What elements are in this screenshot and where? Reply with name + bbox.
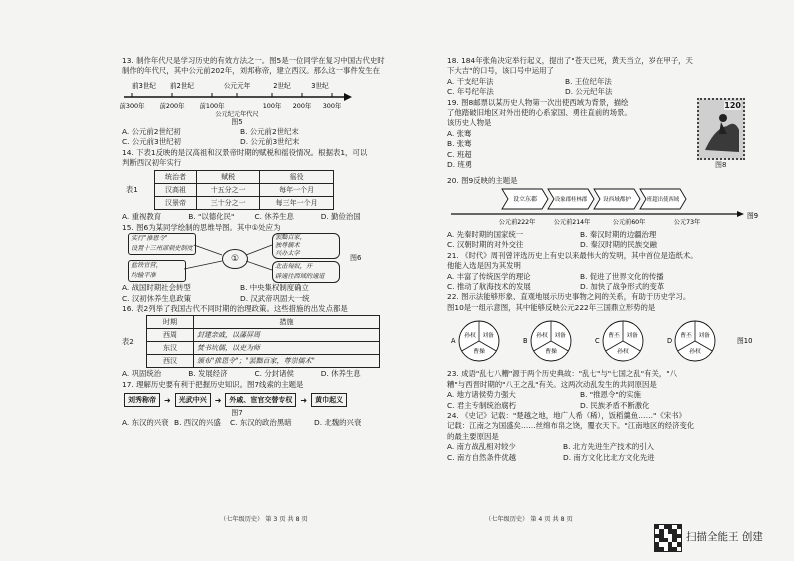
q23-option-d[interactable]: D. 民族矛盾不断激化	[580, 400, 650, 410]
table-2	[146, 315, 380, 368]
q20-option-b[interactable]: B. 秦汉时期的边疆治理	[580, 230, 657, 240]
q18-option-b[interactable]: B. 王位纪年法	[565, 76, 612, 86]
pie-slice-label: 孙权	[689, 349, 701, 356]
pie-slice-label: 刘备	[482, 333, 494, 340]
t1-header-tax: 赋税	[197, 171, 260, 184]
pie-option-letter: C	[595, 337, 600, 346]
table-1-wrap	[122, 170, 387, 210]
q17-option-c[interactable]: C. 东汉的政治黑暗	[230, 418, 292, 428]
question-14	[122, 148, 387, 169]
arrow-right-icon: ➜	[214, 395, 222, 405]
q14-options	[122, 212, 387, 222]
q13-option-d[interactable]: D. 公元前3世纪末	[240, 137, 300, 147]
question-18	[447, 56, 760, 77]
q24-stem-line3: 的最主要原因是	[447, 431, 499, 441]
q21-option-d[interactable]: D. 加快了战争形式的变革	[580, 282, 665, 292]
table-2-wrap	[122, 315, 387, 368]
question-19	[447, 98, 760, 176]
q21-options	[447, 272, 707, 293]
figure-6-label: 图6	[350, 254, 362, 263]
timeline-label-b3c: 前3世纪	[132, 81, 156, 90]
pie-option-letter: B	[523, 337, 528, 346]
table-1-label: 表1	[126, 185, 138, 195]
pie-slice-label: 孙权	[617, 349, 629, 356]
t2-header-measures: 措施	[194, 316, 380, 329]
date-2: 公元前214年	[553, 219, 591, 227]
t1-cell: 每三年一个月	[260, 197, 334, 210]
pie-slice-label: 曹操	[473, 349, 485, 356]
pie-slice-label: 曹操	[545, 349, 557, 356]
question-21	[447, 251, 760, 272]
timeline-label-3c: 3世纪	[311, 81, 329, 90]
q22-stem-line1: 22. 图示法能够形象、直观地展示历史事物之间的关系，有助于历史学习。	[447, 292, 691, 302]
q20-option-d[interactable]: D. 秦汉时期的民族交融	[580, 240, 657, 250]
q17-stem: 17. 理解历史要有利于把握历史知识。图7线索的主题是	[122, 379, 304, 389]
mindmap-connectors	[122, 233, 372, 283]
q19-option-b[interactable]: B. 张骞	[447, 139, 472, 149]
q24-stem-line2: 记载：江南之为国盛矣……丝绵布帛之饶，覆衣天下。"江南地区的经济变化	[447, 421, 695, 431]
question-20	[447, 176, 760, 186]
t1-cell: 十五分之一	[197, 184, 260, 197]
q23-option-b[interactable]: B. "推恩令"的实施	[580, 390, 641, 400]
q16-option-d[interactable]: D. 休养生息	[320, 369, 361, 379]
table-1	[154, 170, 334, 210]
figure-10-label: 图10	[737, 337, 753, 346]
date-1: 公元前222年	[498, 219, 536, 227]
pie-figure-10	[447, 313, 757, 369]
q13-option-a[interactable]: A. 公元前2世纪初	[122, 126, 181, 136]
q24-option-d[interactable]: D. 南方文化比北方文化先进	[563, 452, 655, 462]
q24-option-c[interactable]: C. 南方自然条件优越	[447, 452, 516, 462]
qr-module	[677, 547, 681, 551]
stamp-value: 120	[724, 100, 741, 110]
mindmap-node-4: 北击匈奴，开 辟通往西域的通道	[272, 261, 340, 283]
q16-stem: 16. 表2列举了我国古代不同时期的治理政策。这些措施的出发点都是	[122, 304, 348, 314]
timeline-year-300ad: 300年	[322, 101, 342, 110]
event-3: 设西域都护	[603, 197, 631, 204]
q20-stem: 20. 图9反映的主题是	[447, 175, 518, 185]
q18-option-a[interactable]: A. 干支纪年法	[447, 76, 494, 86]
q13-option-b[interactable]: B. 公元前2世纪末	[240, 126, 299, 136]
q21-option-a[interactable]: A. 丰富了传统医学的理论	[447, 271, 531, 281]
t2-cell: 封建亲戚，以藩屏周	[194, 329, 380, 342]
timeline-year-300bc: 前300年	[119, 101, 145, 110]
timeline-year-200ad: 200年	[292, 101, 312, 110]
mindmap-node-2: 罢黜百家， 独尊儒术 兴办太学	[272, 233, 340, 259]
timeline-label-ad1: 公元元年	[223, 81, 251, 90]
stamp-figure-8	[697, 98, 745, 160]
q21-option-b[interactable]: B. 促进了世界文化的传播	[580, 271, 664, 281]
pie-slice-label: 孙权	[464, 333, 476, 340]
t2-cell: 颁布"推恩令"；"罢黜百家，尊崇儒术"	[194, 355, 380, 368]
page-4-footer: （七年级历史） 第 4 页 共 8 页	[485, 516, 573, 523]
q17-option-d[interactable]: D. 北魏的兴衰	[314, 418, 362, 428]
date-3: 公元前60年	[612, 219, 646, 227]
q17-option-b[interactable]: B. 西汉的兴盛	[174, 418, 221, 428]
q13-option-c[interactable]: C. 公元前3世纪初	[122, 137, 181, 147]
question-23	[447, 369, 760, 390]
q18-stem-line2: 下大吉"的口号，该口号中运用了	[447, 66, 554, 76]
timeline-year-100bc: 前100年	[199, 101, 225, 110]
t1-cell: 每年一个月	[260, 184, 334, 197]
event-4: 班超出使西域	[646, 197, 680, 204]
q22-stem-line2: 图10是一组示意图，其中能够反映公元222年三国鼎立形势的是	[447, 302, 656, 312]
qr-code-icon	[654, 524, 682, 552]
timeline-caption: 公元纪元年代尺	[215, 110, 259, 118]
q14-option-d[interactable]: D. 勤俭治国	[320, 212, 361, 222]
timeline-label-2c: 2世纪	[273, 81, 291, 90]
q20-options	[447, 230, 707, 251]
flow-box-2: 光武中兴	[175, 393, 211, 407]
question-15	[122, 223, 387, 233]
event-2: 设象郡桂林郡	[554, 197, 588, 204]
t2-cell: 西周	[147, 329, 194, 342]
q23-options	[447, 390, 707, 411]
q13-stem-line1: 13. 制作年代尺是学习历史的有效方法之一。图5是一位同学在复习中国古代史时	[122, 56, 385, 65]
t1-cell: 汉高祖	[155, 184, 197, 197]
watermark-text: 扫描全能王 创建	[686, 531, 763, 543]
q20-option-a[interactable]: A. 先秦时期的国家统一	[447, 230, 524, 240]
figure-9-label: 图9	[747, 212, 759, 221]
t2-cell: 东汉	[147, 342, 194, 355]
pie-slice-label: 刘备	[626, 333, 638, 340]
figure-5-label: 图5	[231, 117, 243, 126]
q14-option-c[interactable]: C. 休养生息	[254, 212, 294, 222]
flow-box-1: 刘秀称帝	[124, 393, 160, 407]
timeline-year-200bc: 前200年	[159, 101, 185, 110]
question-24	[447, 411, 760, 442]
question-16	[122, 304, 387, 314]
pie-slice-label: 曹丕	[608, 333, 620, 340]
flow-box-4: 黄巾起义	[311, 393, 347, 407]
q18-options	[447, 77, 677, 98]
q14-option-a[interactable]: A. 重视教育	[122, 212, 162, 222]
pie-slice-label: 刘备	[698, 333, 710, 340]
q13-stem-line2: 制作的年代尺，其中公元前202年，刘邦称帝，建立西汉。那么这一事件发生在	[122, 66, 381, 76]
q24-option-a[interactable]: A. 南方战乱相对较少	[447, 442, 516, 452]
q20-option-c[interactable]: C. 汉朝时期的对外交往	[447, 240, 524, 250]
mindmap-node-1: 实行"推恩令" 设置十三州部刺史制度	[128, 233, 196, 255]
q21-stem-line1: 21. 《时代》周刊曾评选历史上有史以来最伟大的发明，其中首位是造纸术。	[447, 250, 698, 260]
q19-option-a[interactable]: A. 张骞	[447, 128, 472, 138]
mindmap-node-3: 盐铁官营， 均输平准	[128, 260, 186, 282]
pie-slice-label: 刘备	[554, 333, 566, 340]
q19-stem-line3: 该历史人物是	[447, 118, 492, 128]
q18-option-d[interactable]: D. 公元纪年法	[565, 87, 613, 97]
figure-8-label: 图8	[715, 160, 727, 169]
q15-stem: 15. 图6为某同学绘制的思维导图。其中①处应为	[122, 222, 281, 232]
q19-option-c[interactable]: C. 班超	[447, 149, 472, 159]
q23-option-a[interactable]: A. 地方诸侯势力强大	[447, 390, 516, 400]
arrow-right-icon: ➜	[164, 395, 171, 405]
figure-7-label: 图7	[231, 409, 243, 418]
timeline-year-100ad: 100年	[262, 101, 282, 110]
t1-header-corvee: 徭役	[260, 171, 334, 184]
page-3-footer: （七年级历史） 第 3 页 共 8 页	[220, 516, 308, 523]
timeline-figure-9	[447, 186, 757, 230]
pie-option-letter: A	[451, 337, 456, 346]
q16-option-c[interactable]: C. 分封诸侯	[254, 369, 294, 379]
event-1: 设立东郡	[512, 196, 538, 204]
q14-stem-line1: 14. 下表1反映的是汉高祖和汉景帝时期的赋税和徭役情况。根据表1，可以	[122, 147, 368, 157]
q17-options	[122, 418, 387, 428]
q15-options	[122, 283, 352, 304]
t1-cell: 汉景帝	[155, 197, 197, 210]
q19-option-d[interactable]: D. 班勇	[447, 160, 473, 170]
q19-stem-line2: 了他踏破旧地区对外出使的心系家国、勇往直前的场景。	[447, 108, 632, 118]
q17-option-a[interactable]: A. 东汉的兴衰	[122, 418, 169, 428]
t1-cell: 三十分之一	[197, 197, 260, 210]
pie-slice-label: 曹丕	[680, 333, 692, 340]
timeline-label-b2c: 前2世纪	[170, 81, 194, 90]
t2-cell: 焚书坑儒，以吏为师	[194, 342, 380, 355]
flow-figure-7	[124, 393, 387, 407]
q21-option-c[interactable]: C. 推动了航海技术的发展	[447, 282, 531, 292]
q18-option-c[interactable]: C. 年号纪年法	[447, 87, 494, 97]
t1-header-ruler: 统治者	[155, 171, 197, 184]
q19-stem-line1: 19. 图8邮票以某历史人物第一次出使西域为背景，描绘	[447, 97, 629, 107]
q23-option-c[interactable]: C. 君主专制统治腐朽	[447, 400, 516, 410]
date-4: 公元73年	[673, 219, 701, 227]
q23-stem-line1: 23. 成语"乱七八糟"源于两个历史典故："乱七"与"七国之乱"有关，"八	[447, 369, 678, 379]
q15-option-a[interactable]: A. 战国时期社会转型	[122, 283, 191, 293]
question-22	[447, 292, 760, 313]
table-2-label: 表2	[122, 336, 134, 346]
q13-options	[122, 127, 352, 148]
q18-stem-line1: 18. 184年张角决定举行起义，提出了"苍天已死，黄天当立，岁在甲子，天	[447, 56, 693, 65]
q21-stem-line2: 他能入选是因为其发明	[447, 261, 521, 271]
pie-slice-label: 孙权	[536, 333, 548, 340]
q24-stem-line1: 24. 《史记》记载："楚越之地，地广人希（稀），饭稻羹鱼……"《宋书》	[447, 410, 686, 420]
t2-cell: 西汉	[147, 355, 194, 368]
question-17	[122, 380, 387, 390]
q14-option-b[interactable]: B. "以德化民"	[188, 212, 235, 222]
q23-stem-line2: 糟"与西晋时期的"八王之乱"有关。这两次动乱发生的共同原因是	[447, 379, 657, 389]
flow-box-3: 外戚、宦官交替专权	[225, 393, 296, 407]
mindmap-center: ①	[222, 249, 248, 269]
mindmap-figure-6	[122, 233, 372, 283]
q15-option-b[interactable]: B. 中央集权制度确立	[240, 283, 309, 293]
q16-options	[122, 369, 387, 379]
q16-option-b[interactable]: B. 发展经济	[188, 369, 228, 379]
page-4	[397, 0, 794, 561]
question-13	[122, 56, 387, 77]
q16-option-a[interactable]: A. 巩固统治	[122, 369, 162, 379]
q24-option-b[interactable]: B. 北方先进生产技术的引入	[563, 442, 655, 452]
pie-option-letter: D	[667, 337, 673, 346]
q24-options	[447, 442, 727, 463]
q15-option-c[interactable]: C. 汉初休养生息政策	[122, 293, 191, 303]
q15-option-d[interactable]: D. 汉武帝巩固大一统	[240, 293, 310, 303]
t2-header-period: 时期	[147, 316, 194, 329]
q14-stem-line2: 判断西汉初年实行	[122, 158, 182, 168]
timeline-figure-5	[119, 79, 362, 118]
arrow-right-icon: ➜	[300, 395, 308, 405]
